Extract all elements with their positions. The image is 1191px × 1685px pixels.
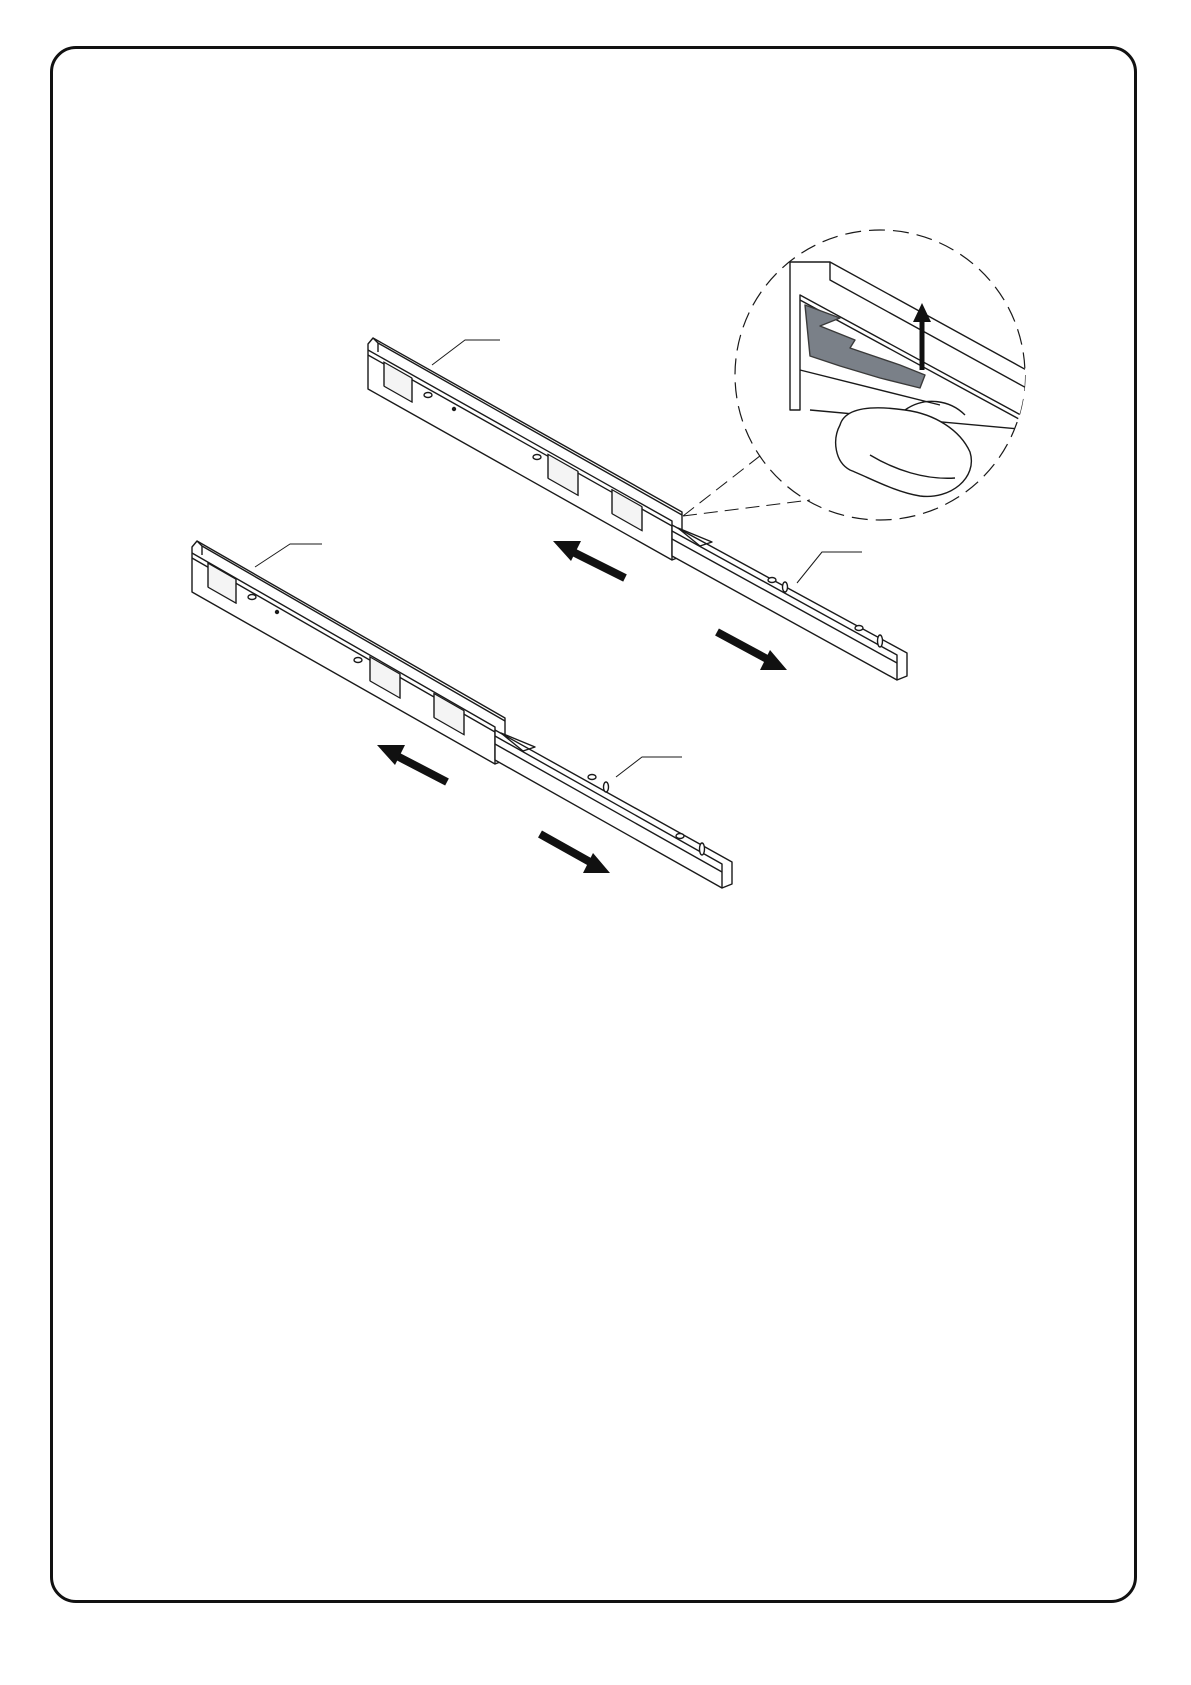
lower-outer-leader: [255, 544, 322, 567]
lower-arrow-pull-out: [540, 834, 610, 873]
lower-inner-member: [495, 730, 732, 888]
upper-arrow-push-back: [553, 541, 625, 578]
lower-arrow-push-back: [377, 745, 447, 782]
detail-callout: [683, 230, 1030, 520]
upper-inner-leader: [797, 552, 862, 583]
lower-inner-leader: [616, 757, 682, 777]
upper-arrow-pull-out: [717, 632, 787, 670]
upper-inner-member: [672, 525, 907, 680]
upper-outer-leader: [432, 340, 500, 365]
lower-drawer-slide: [192, 541, 732, 888]
